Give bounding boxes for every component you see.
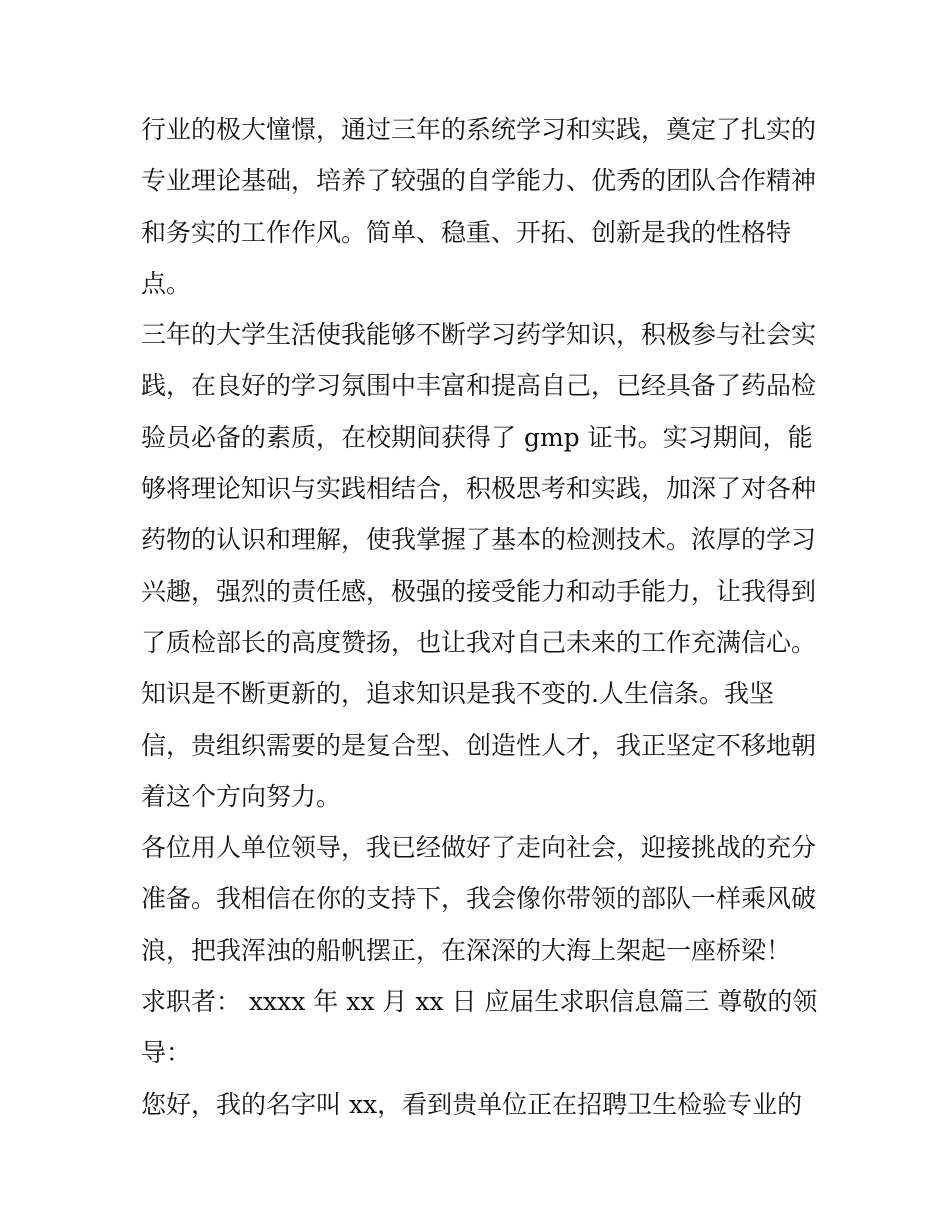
text-line: 够将理论知识与实践相结合，积极思考和实践，加深了对各种 <box>141 474 817 504</box>
text-line: 准备。我相信在你的支持下，我会像你带领的部队一样乘风破 <box>141 884 817 914</box>
text-line: 浪，把我浑浊的船帆摆正，在深深的大海上架起一座桥梁！ <box>141 935 792 965</box>
text-line: 您好，我的名字叫 xx，看到贵单位正在招聘卫生检验专业的 <box>141 1089 803 1119</box>
text-line: 各位用人单位领导，我已经做好了走向社会，迎接挑战的充分 <box>141 833 817 863</box>
text-line: 知识是不断更新的，追求知识是我不变的.人生信条。我坚 <box>141 679 774 709</box>
text-line: 点。 <box>141 268 192 298</box>
text-line: 践，在良好的学习氛围中丰富和提高自己，已经具备了药品检 <box>141 371 817 401</box>
body-text <box>141 104 821 1130</box>
text-line: 着这个方向努力。 <box>141 781 342 811</box>
text-line: 行业的极大憧憬，通过三年的系统学习和实践，奠定了扎实的 <box>141 115 817 144</box>
text-line: 信，贵组织需要的是复合型、创造性人才，我正坚定不移地朝 <box>141 730 817 760</box>
text-line: 药物的认识和理解，使我掌握了基本的检测技术。浓厚的学习 <box>141 525 817 555</box>
text-line: 验员必备的素质，在校期间获得了 gmp 证书。实习期间，能 <box>141 422 813 452</box>
text-line: 导： <box>141 1038 192 1068</box>
text-line: 和务实的工作作风。简单、稳重、开拓、创新是我的性格特 <box>141 217 792 247</box>
text-line: 三年的大学生活使我能够不断学习药学知识，积极参与社会实 <box>141 320 817 350</box>
text-line: 求职者： xxxx 年 xx 月 xx 日 应届生求职信息篇三 尊敬的领 <box>141 987 818 1017</box>
text-line: 专业理论基础，培养了较强的自学能力、优秀的团队合作精神 <box>141 166 817 196</box>
text-line: 兴趣，强烈的责任感，极强的接受能力和动手能力，让我得到 <box>141 576 817 606</box>
text-line: 了质检部长的高度赞扬，也让我对自己未来的工作充满信心。 <box>141 627 817 657</box>
